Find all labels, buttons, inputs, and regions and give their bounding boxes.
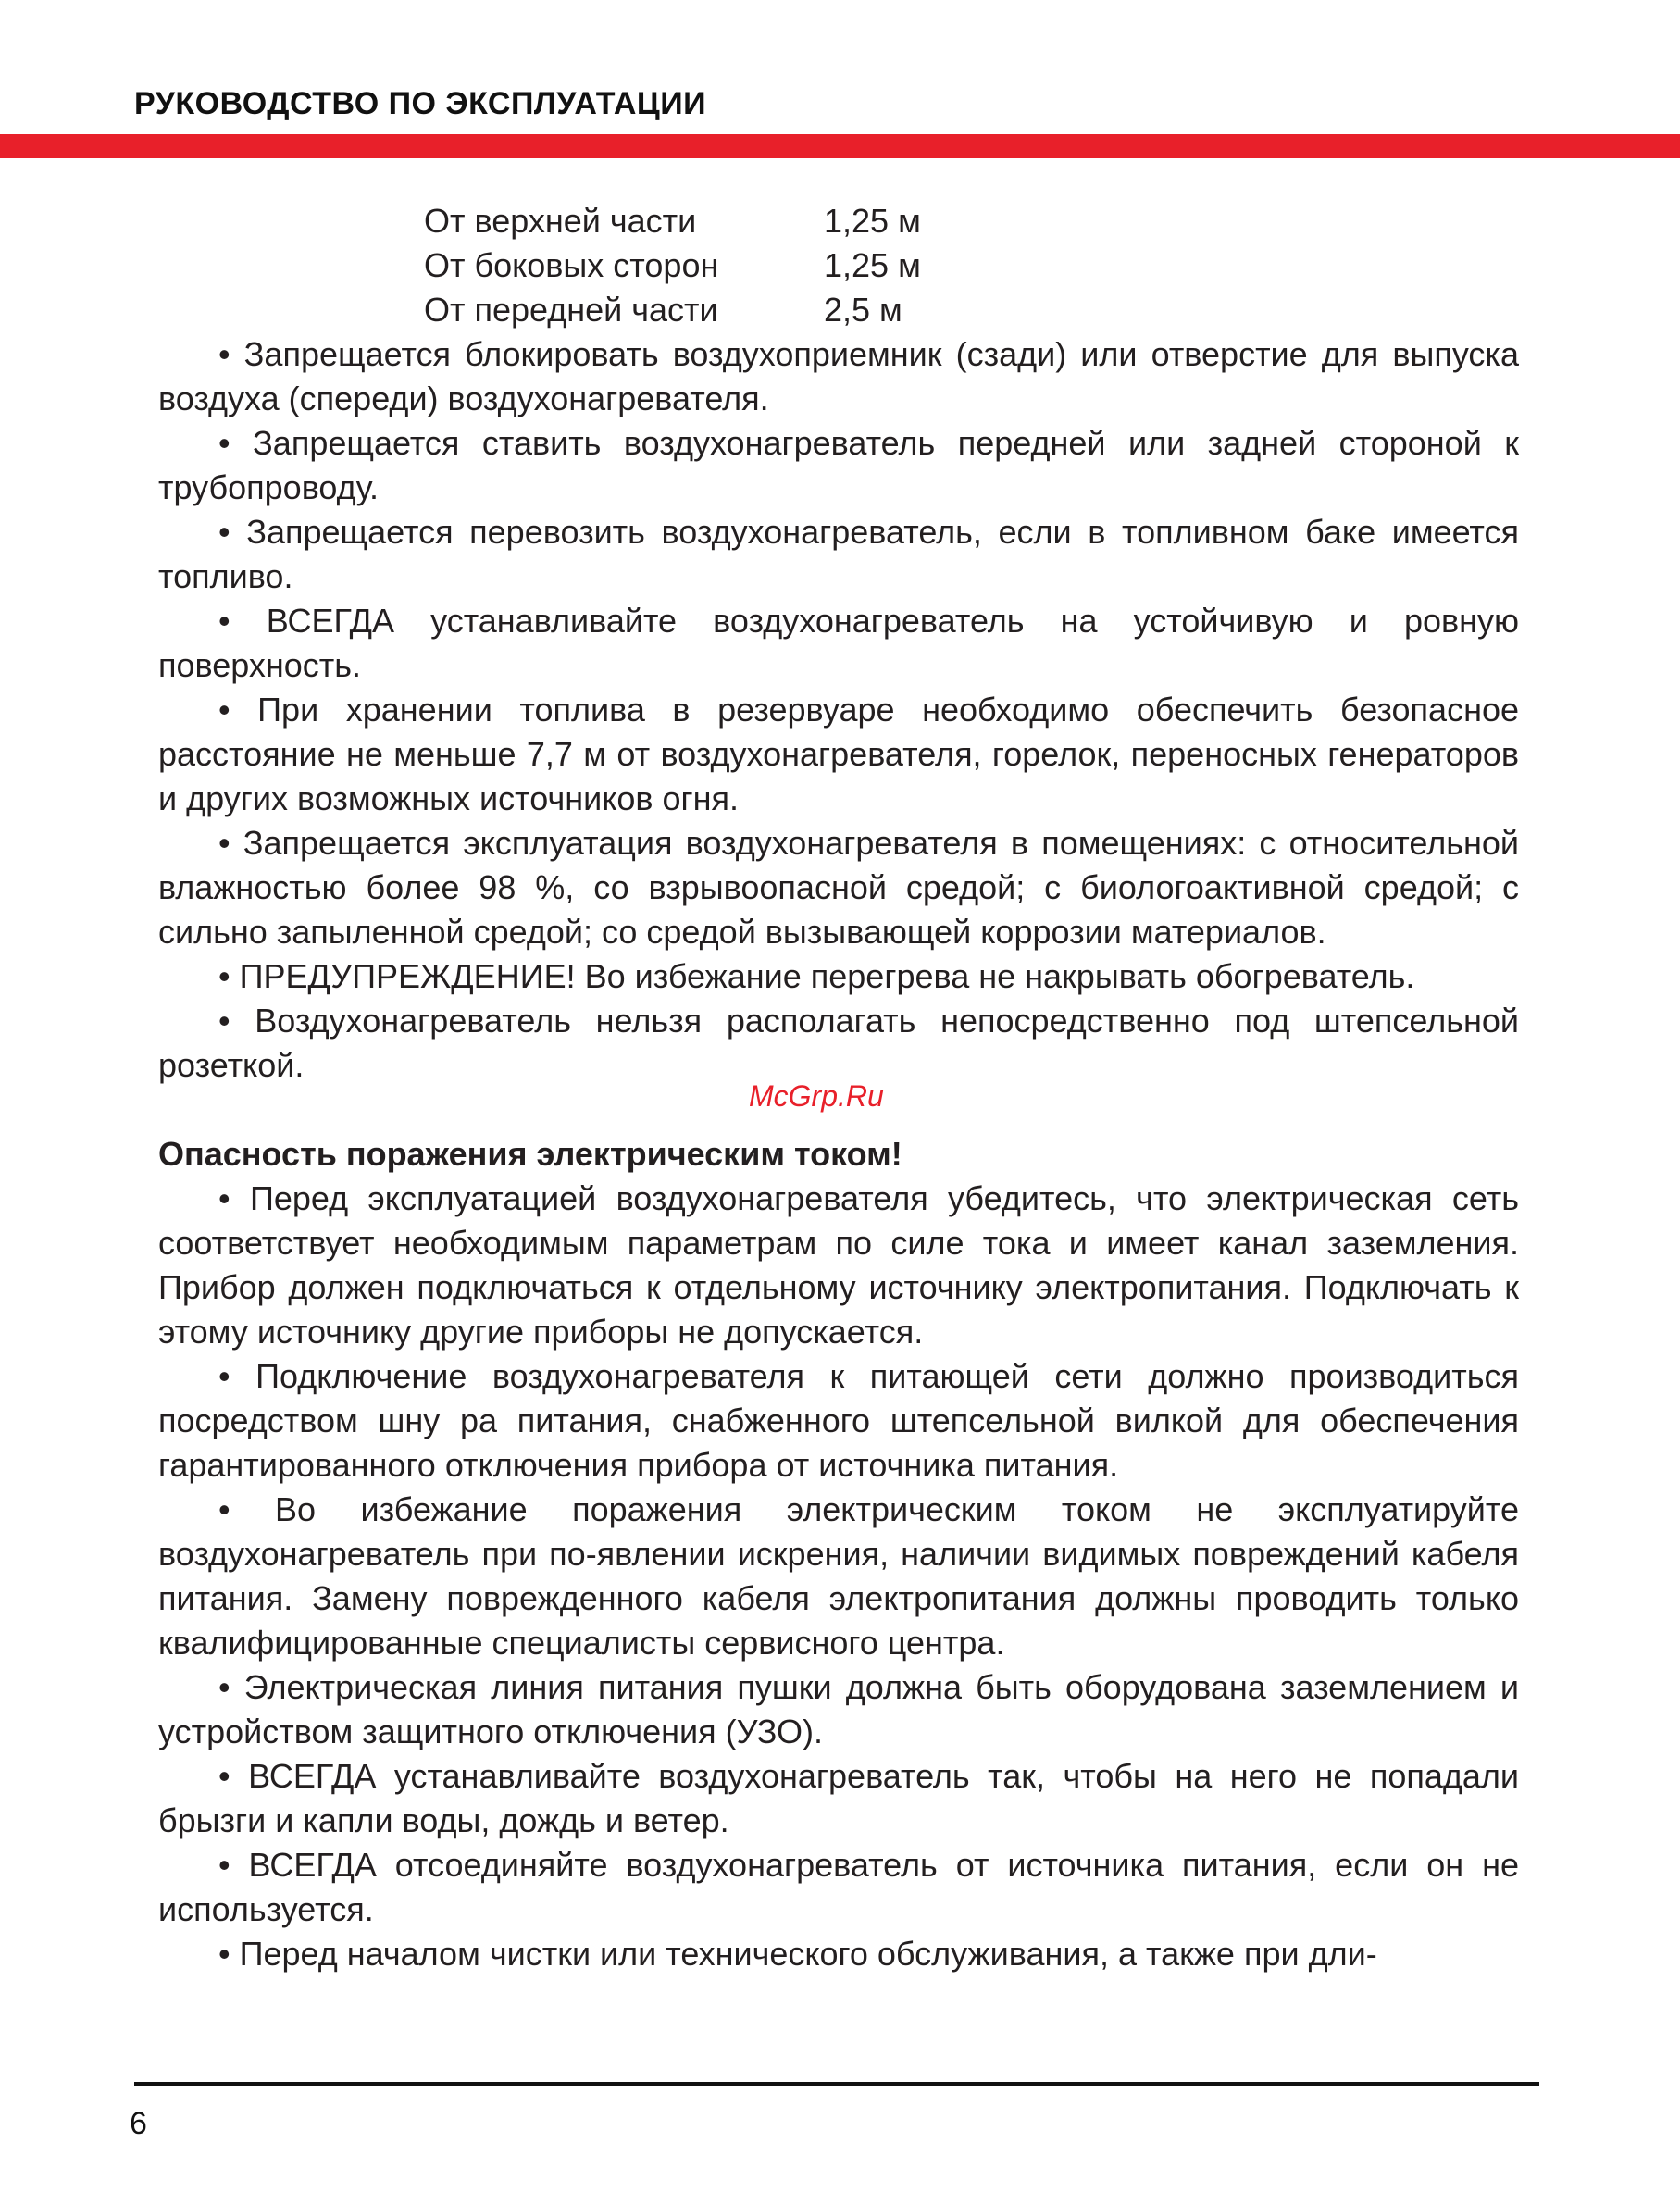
bullet-paragraph: • Перед началом чистки или технического обслуживания, а также при дли- bbox=[218, 1935, 1377, 1973]
bullet-paragraph: • ПРЕДУПРЕЖДЕНИЕ! Во избежание перегрева не накрывать обогреватель. bbox=[218, 957, 1415, 995]
bullet-paragraph: • Запрещается эксплуатация воздухонагревателя в помещениях: с относительной влажностью более 98 %, со взрывоопасной средой; с биологоактивной средой; с сильно запыленной средой; со средой вызывающей коррозии материалов. bbox=[158, 824, 1519, 951]
bullet-paragraph: • Электрическая линия питания пушки должна быть оборудована заземлением и устройством защитного отключения (УЗО). bbox=[158, 1668, 1519, 1750]
distance-label: От боковых сторон bbox=[424, 246, 719, 284]
distance-row bbox=[424, 288, 921, 332]
distance-table bbox=[424, 199, 921, 332]
bullet-paragraph: • Воздухонагреватель нельзя располагать непосредственно под штепсельной розеткой. bbox=[158, 1002, 1519, 1084]
distance-value: 1,25 м bbox=[824, 202, 921, 240]
section-heading-electric-shock: Опасность поражения электрическим током! bbox=[158, 1135, 902, 1173]
bullet-paragraph: • Подключение воздухонагревателя к питающей сети должно производиться посредством шну ра питания, снабженного штепсельной вилкой для обеспечения гарантированного отключения прибора от источника питания. bbox=[158, 1357, 1519, 1484]
bullet-paragraph: • Перед эксплуатацией воздухонагревателя убедитесь, что электрическая сеть соответствует необходимым параметрам по силе тока и имеет канал заземления. Прибор должен подключаться к отдельному источнику электропитания. Подключать к этому источнику другие приборы не допускается. bbox=[158, 1179, 1519, 1351]
distance-row bbox=[424, 199, 921, 243]
bullet-paragraph: • Запрещается блокировать воздухоприемник (сзади) или отверстие для выпуска воздуха (спереди) воздухонагревателя. bbox=[158, 335, 1519, 417]
distance-label: От передней части bbox=[424, 291, 718, 329]
watermark: McGrp.Ru bbox=[749, 1079, 884, 1113]
distance-row bbox=[424, 243, 921, 288]
header-red-band bbox=[0, 134, 1680, 158]
page-header-title: РУКОВОДСТВО ПО ЭКСПЛУАТАЦИИ bbox=[134, 86, 707, 121]
bullet-paragraph: • ВСЕГДА устанавливайте воздухонагреватель на устойчивую и ровную поверхность. bbox=[158, 602, 1519, 684]
distance-value: 1,25 м bbox=[824, 246, 921, 284]
bullet-paragraph: • Во избежание поражения электрическим током не эксплуатируйте воздухонагреватель при по-явлении искрения, наличии видимых повреждений кабеля питания. Замену поврежденного кабеля электропитания должны проводить только квалифицированные специалисты сервисного центра. bbox=[158, 1490, 1519, 1662]
distance-value: 2,5 м bbox=[824, 291, 902, 329]
footer-rule bbox=[134, 2082, 1539, 2086]
bullet-paragraph: • Запрещается перевозить воздухонагреватель, если в топливном баке имеется топливо. bbox=[158, 513, 1519, 595]
bullet-paragraph: • ВСЕГДА отсоединяйте воздухонагреватель от источника питания, если он не используется. bbox=[158, 1846, 1519, 1928]
distance-label: От верхней части bbox=[424, 202, 697, 240]
bullet-paragraph: • ВСЕГДА устанавливайте воздухонагреватель так, чтобы на него не попадали брызги и капли воды, дождь и ветер. bbox=[158, 1757, 1519, 1839]
bullet-paragraph: • Запрещается ставить воздухонагреватель передней или задней стороной к трубопроводу. bbox=[158, 424, 1519, 506]
bullet-paragraph: • При хранении топлива в резервуаре необходимо обеспечить безопасное расстояние не меньше 7,7 м от воздухонагревателя, горелок, переносных генераторов и других возможных источников огня. bbox=[158, 691, 1519, 817]
page-number: 6 bbox=[130, 2106, 147, 2141]
